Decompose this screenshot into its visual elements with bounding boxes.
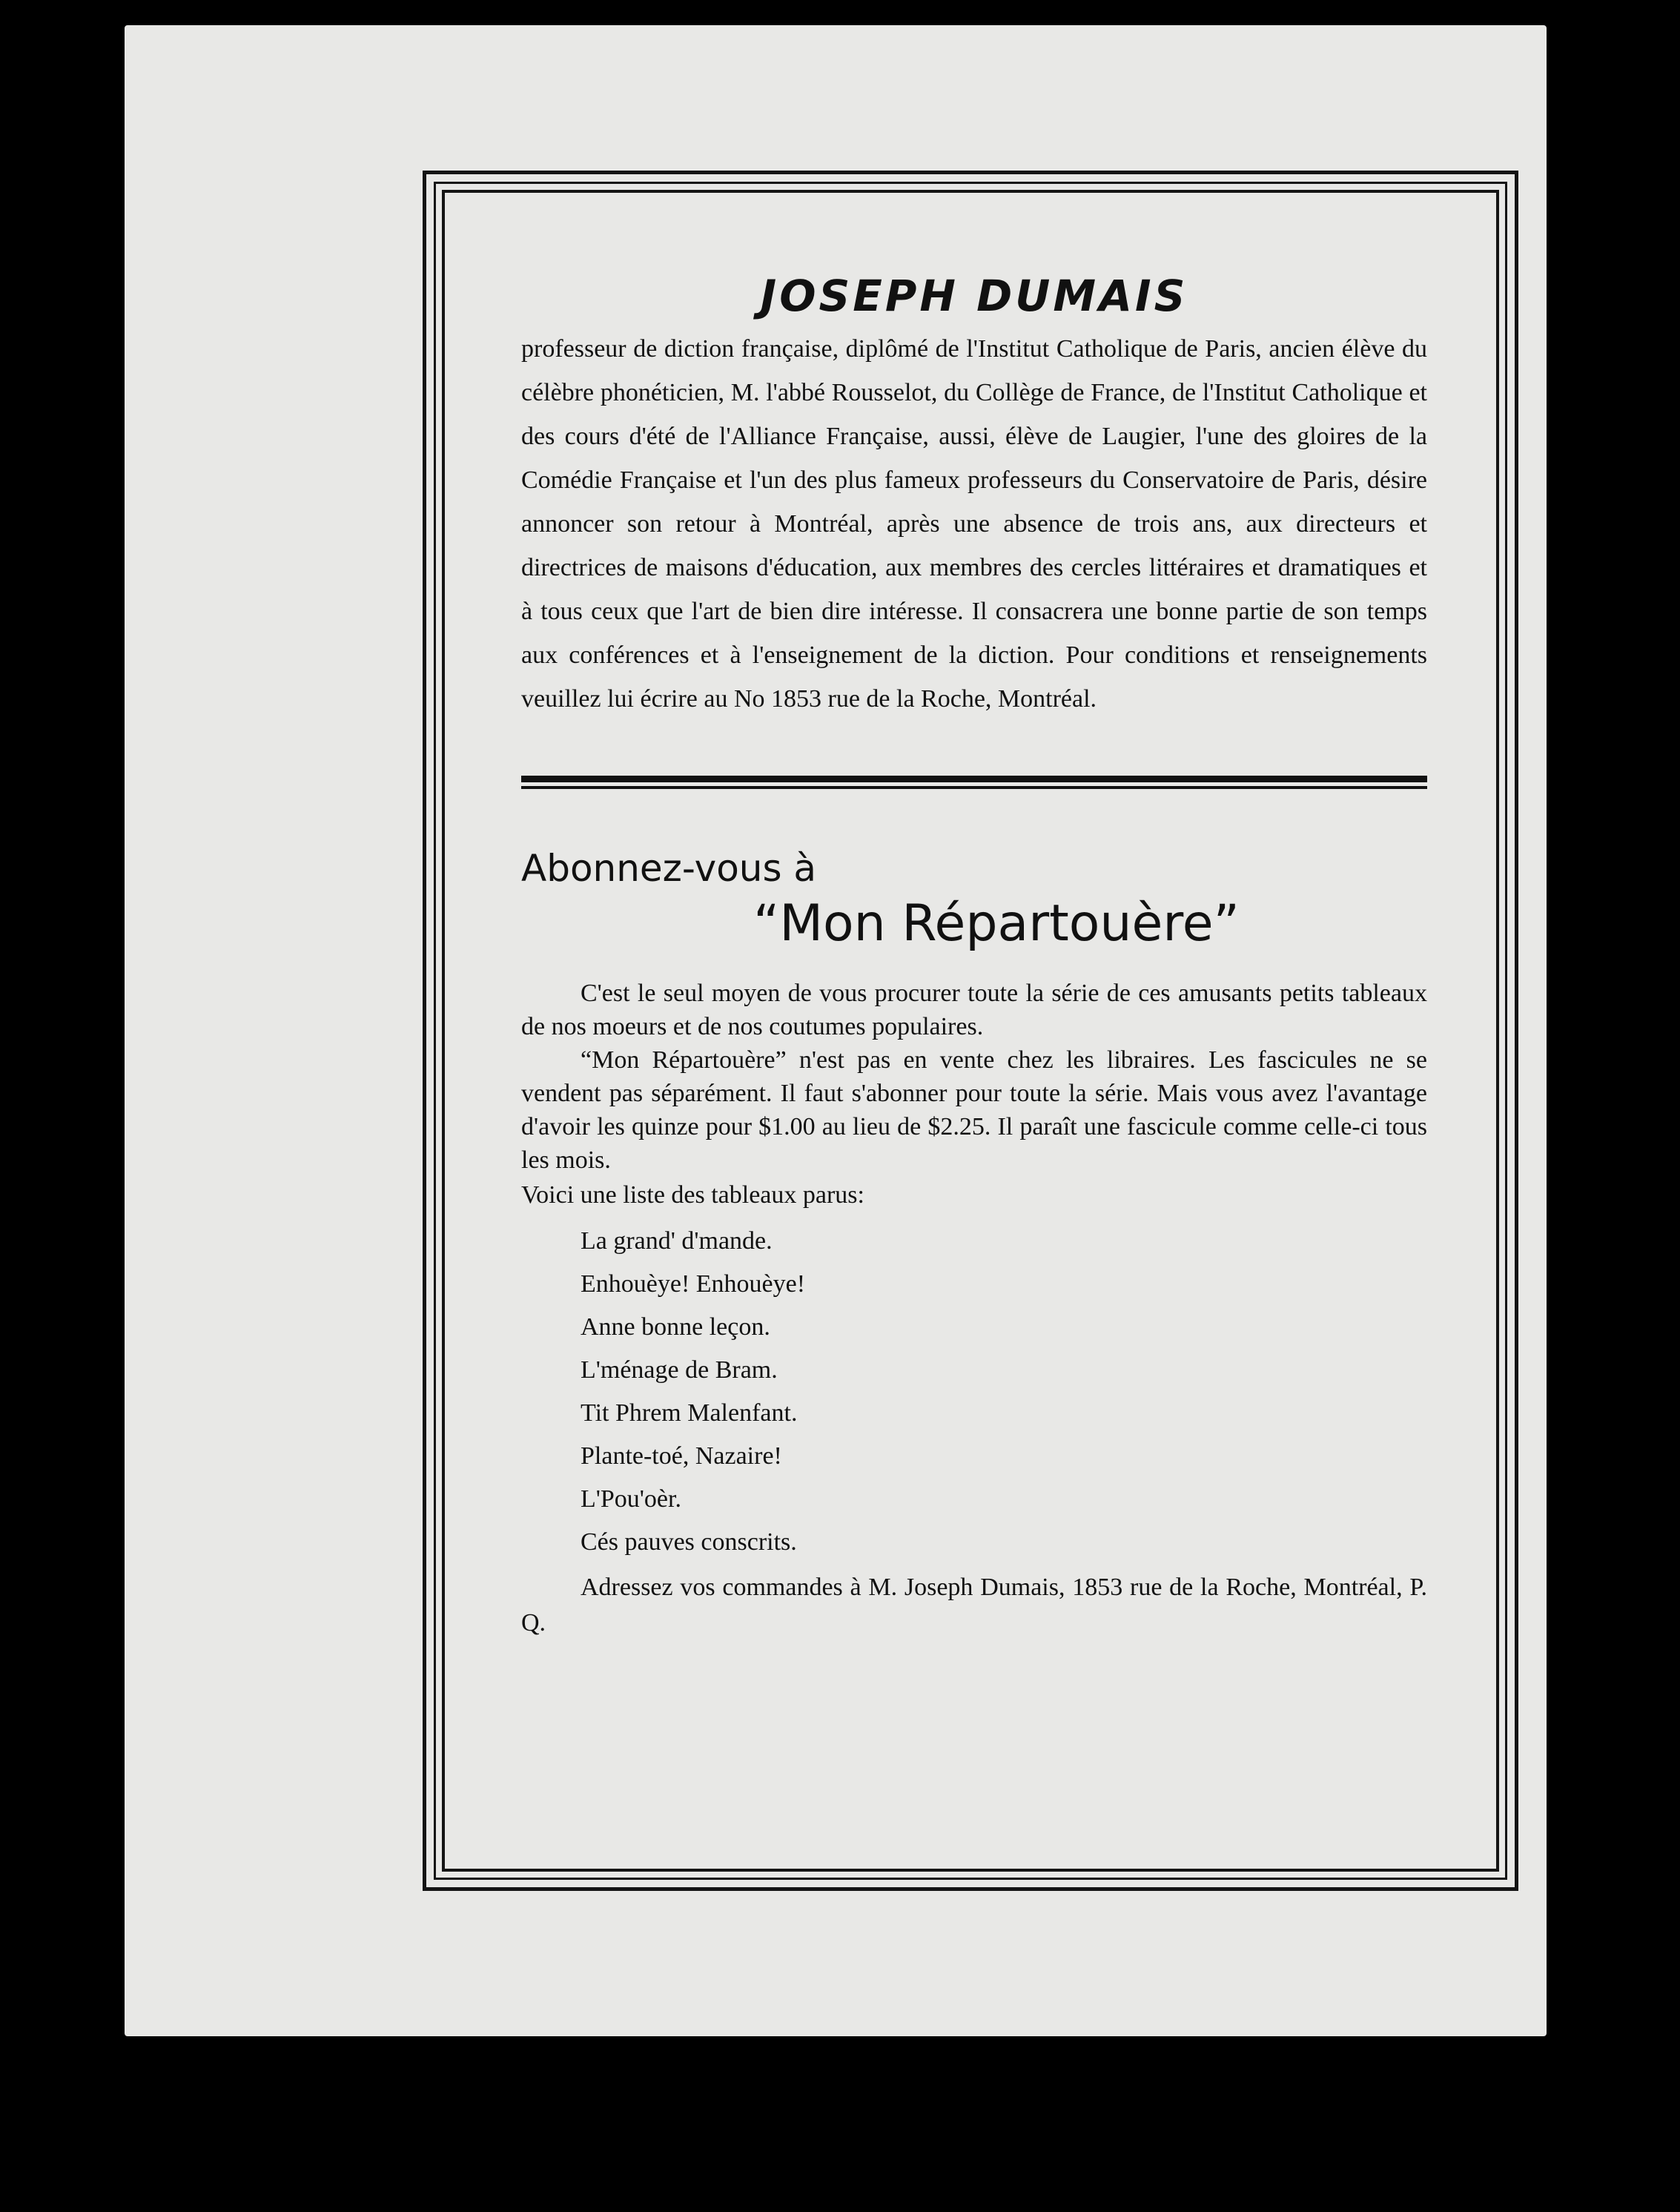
list-item: Tit Phrem Malenfant. bbox=[581, 1399, 798, 1427]
dumais-announcement bbox=[521, 271, 1427, 721]
announcement-body: professeur de diction française, diplômé de l'Institut Catholique de Paris, ancien élève du célèbre phonéticien, M. l'abbé Rousselot, du Collège de France, de l'Institut Catholique et des cours d'été de l'Alliance Française, aussi, élève de Laugier, l'une des gloires de la Comédie Française et l'un des plus fameux professeurs du Conservatoire de Paris, désire annoncer son retour à Montréal, après une absence de trois ans, aux directeurs et directrices de maisons d'éducation, aux membres des cercles littéraires et dramatiques et à tous ceux que l'art de bien dire intéresse. Il consacrera une bonne partie de son temps aux conférences et à l'enseignement de la diction. Pour conditions et renseignements veuillez lui écrire au No 1853 rue de la Roche, Montréal. bbox=[521, 335, 1427, 713]
journal-title: “Mon Répartouère” bbox=[753, 894, 1240, 953]
list-item: Enhouèye! Enhouèye! bbox=[581, 1270, 806, 1298]
subscription-ad bbox=[521, 847, 1427, 1641]
order-address: Adressez vos commandes à M. Joseph Dumais, 1853 rue de la Roche, Montréal, P. Q. bbox=[521, 1574, 1427, 1637]
list-item: Cés pauves conscrits. bbox=[581, 1528, 797, 1556]
list-intro: Voici une liste des tableaux parus: bbox=[521, 1181, 864, 1209]
list-item: L'Pou'oèr. bbox=[581, 1485, 681, 1513]
announcement-name: JOSEPH DUMAIS bbox=[760, 271, 1188, 321]
decorative-border bbox=[423, 171, 1518, 1891]
list-item: Plante-toé, Nazaire! bbox=[581, 1442, 782, 1470]
page-content bbox=[521, 271, 1427, 1641]
section-divider bbox=[521, 776, 1427, 789]
list-item: La grand' d'mande. bbox=[581, 1227, 773, 1255]
sales-paragraph: “Mon Répartouère” n'est pas en vente chez les libraires. Les fascicules ne se vendent pas séparément. Il faut s'abonner pour toute la série. Mais vous avez l'avantage d'avoir les quinze pour $1.00 au lieu de $2.25. Il paraît une fascicule comme celle-ci tous les mois. bbox=[521, 1046, 1427, 1174]
tableaux-list bbox=[521, 1220, 1427, 1564]
page-sheet bbox=[125, 25, 1547, 2036]
list-item: Anne bonne leçon. bbox=[581, 1313, 770, 1341]
list-item: L'ménage de Bram. bbox=[581, 1356, 778, 1384]
subscribe-heading: Abonnez-vous à bbox=[521, 847, 817, 890]
intro-paragraph: C'est le seul moyen de vous procurer toute la série de ces amusants petits tableaux de nos moeurs et de nos coutumes populaires. bbox=[521, 980, 1427, 1040]
divider-thin-line bbox=[521, 786, 1427, 789]
divider-thick-line bbox=[521, 776, 1427, 782]
